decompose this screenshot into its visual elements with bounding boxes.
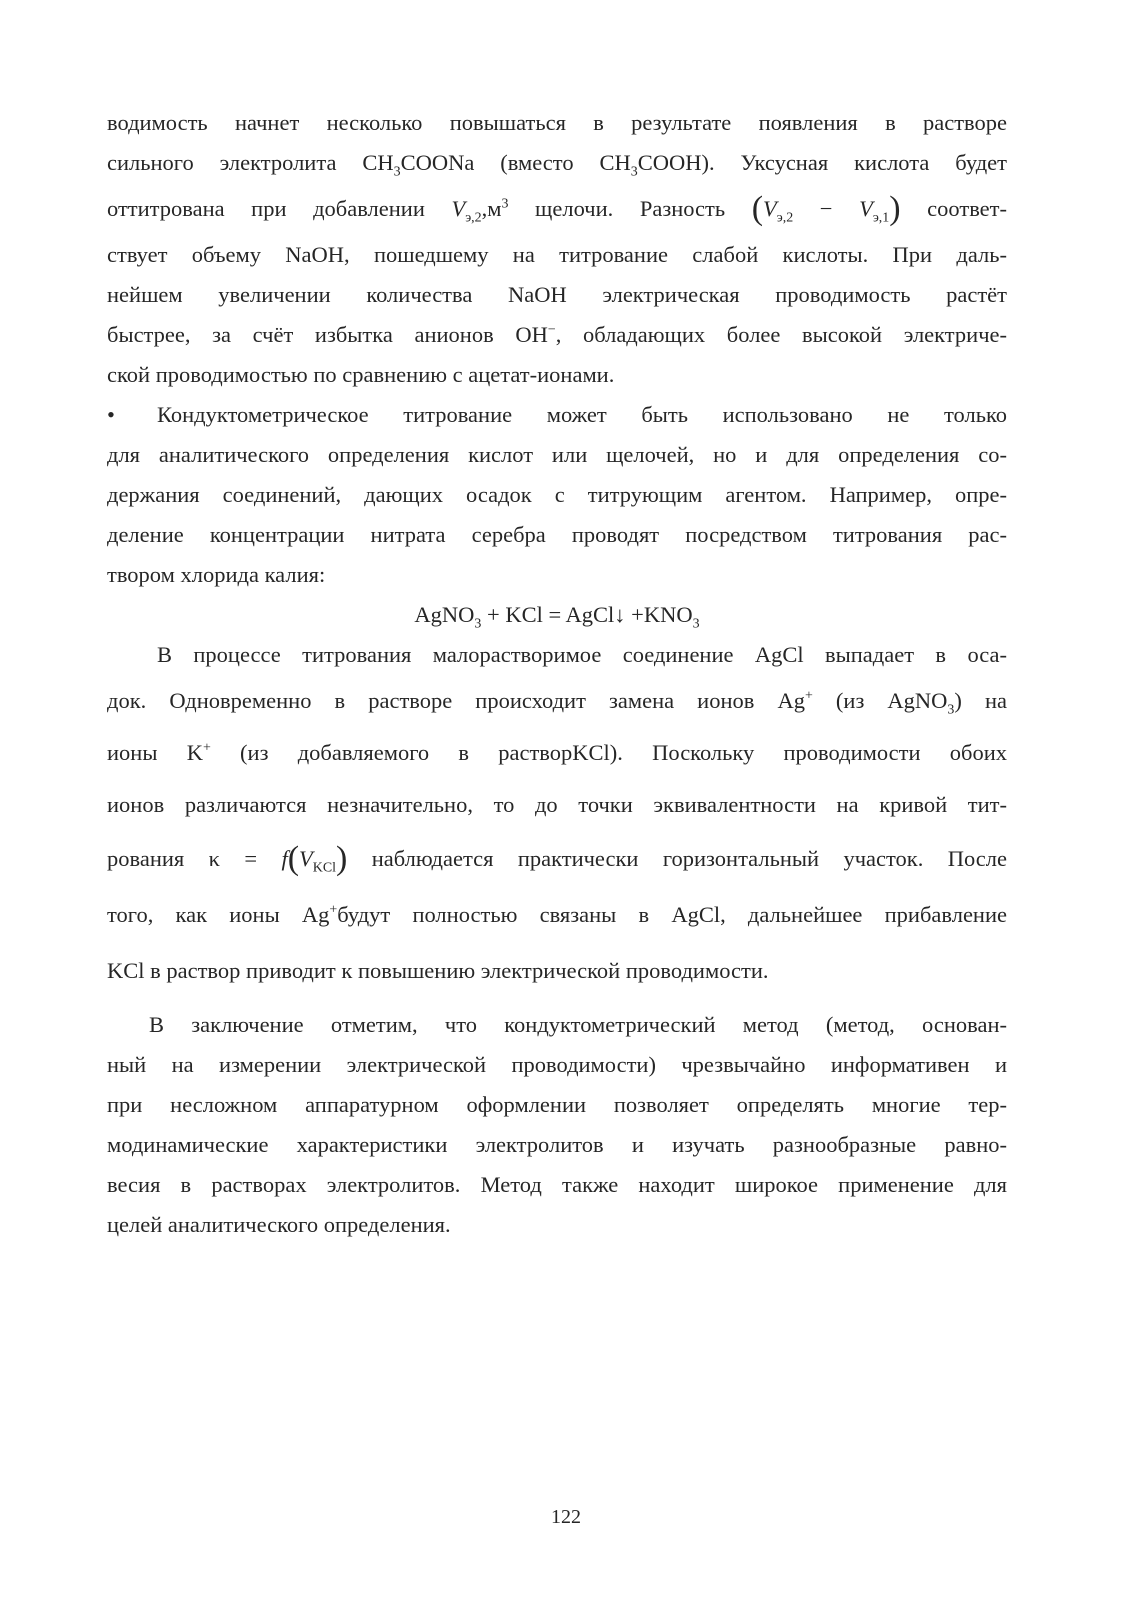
- text-line: весия в растворах электролитов. Метод также находит широкое применение для: [107, 1172, 1007, 1197]
- text-line: того, как ионы Ag+будут полностью связаны в AgCl, дальнейшее прибавление: [107, 902, 1007, 927]
- text-line: ный на измерении электрической проводимости) чрезвычайно информативен и: [107, 1052, 1007, 1077]
- page-body: [107, 103, 1007, 1245]
- text-line: ствует объему NaOH, пошедшему на титрование слабой кислоты. При даль-: [107, 242, 1007, 267]
- bullet-icon: •: [107, 402, 115, 427]
- text-line: док. Одновременно в растворе происходит замена ионов Ag+ (из AgNO$_3$) на: [107, 688, 1007, 718]
- text-line: • Кондуктометрическое титрование может быть использовано не только: [107, 395, 1007, 435]
- text-line: нейшем увеличении количества NaOH электрическая проводимость растёт: [107, 282, 1007, 307]
- paragraph-2-bullet: [107, 395, 1007, 595]
- paragraph-4: [107, 1005, 1007, 1245]
- text-line: ской проводимостью по сравнению с ацетат-ионами.: [107, 362, 615, 387]
- page-number: 122: [551, 1506, 581, 1528]
- text-line: модинамические характеристики электролитов и изучать разнообразные равно-: [107, 1132, 1007, 1157]
- text-line: В процессе титрования малорастворимое соединение AgCl выпадает в оса-: [157, 642, 1007, 667]
- down-arrow-icon: ↓: [614, 602, 626, 627]
- text-line: ионов различаются незначительно, то до точки эквивалентности на кривой тит-: [107, 792, 1007, 817]
- text-line: быстрее, за счёт избытка анионов OH−, обладающих более высокой электриче-: [107, 322, 1007, 347]
- paragraph-3: [107, 635, 1007, 999]
- reaction-equation: AgNO$_3$ + KCl = AgCl↓ $+KNO_3$: [414, 602, 700, 632]
- text-line: для аналитического определения кислот или щелочей, но и для определения со-: [107, 442, 1007, 467]
- formula-kappa: $\kappa = f(V_{KCl})$: [208, 840, 348, 877]
- text-line: водимость начнет несколько повышаться в результате появления в растворе: [107, 110, 1007, 135]
- text-line: ионы K+ (из добавляемого в растворKCl). Поскольку проводимости обоих: [107, 740, 1007, 765]
- text-line: твором хлорида калия:: [107, 562, 326, 587]
- text-line: сильного электролита $CH_3COONa$ (вместо $CH_3COOH$). Уксусная кислота будет: [107, 150, 1007, 180]
- text-line-formula: рования $\kappa = f(V_{KCl})$ наблюдается практически горизонтальный участок. После: [107, 840, 1007, 877]
- formula-volume: $V_{э,2},м^3$: [451, 196, 509, 226]
- text-line: при несложном аппаратурном оформлении позволяет определять многие тер-: [107, 1092, 1007, 1117]
- text-line: KCl в раствор приводит к повышению электрической проводимости.: [107, 958, 769, 983]
- text-line: В заключение отметим, что кондуктометрический метод (метод, основан-: [149, 1012, 1007, 1037]
- paragraph-1: [107, 103, 1007, 395]
- text-line-formula: оттитрована при добавлении $V_{э,2},м^3$ щелочи. Разность $(V_{э,2} - V_{э,1})$ соответ-: [107, 190, 1007, 227]
- text-line: держания соединений, дающих осадок с титрующим агентом. Например, опре-: [107, 482, 1007, 507]
- formula-difference: $(V_{э,2} - V_{э,1})$: [751, 190, 901, 227]
- text-line: целей аналитического определения.: [107, 1212, 451, 1237]
- text-line: деление концентрации нитрата серебра проводят посредством титрования рас-: [107, 522, 1007, 547]
